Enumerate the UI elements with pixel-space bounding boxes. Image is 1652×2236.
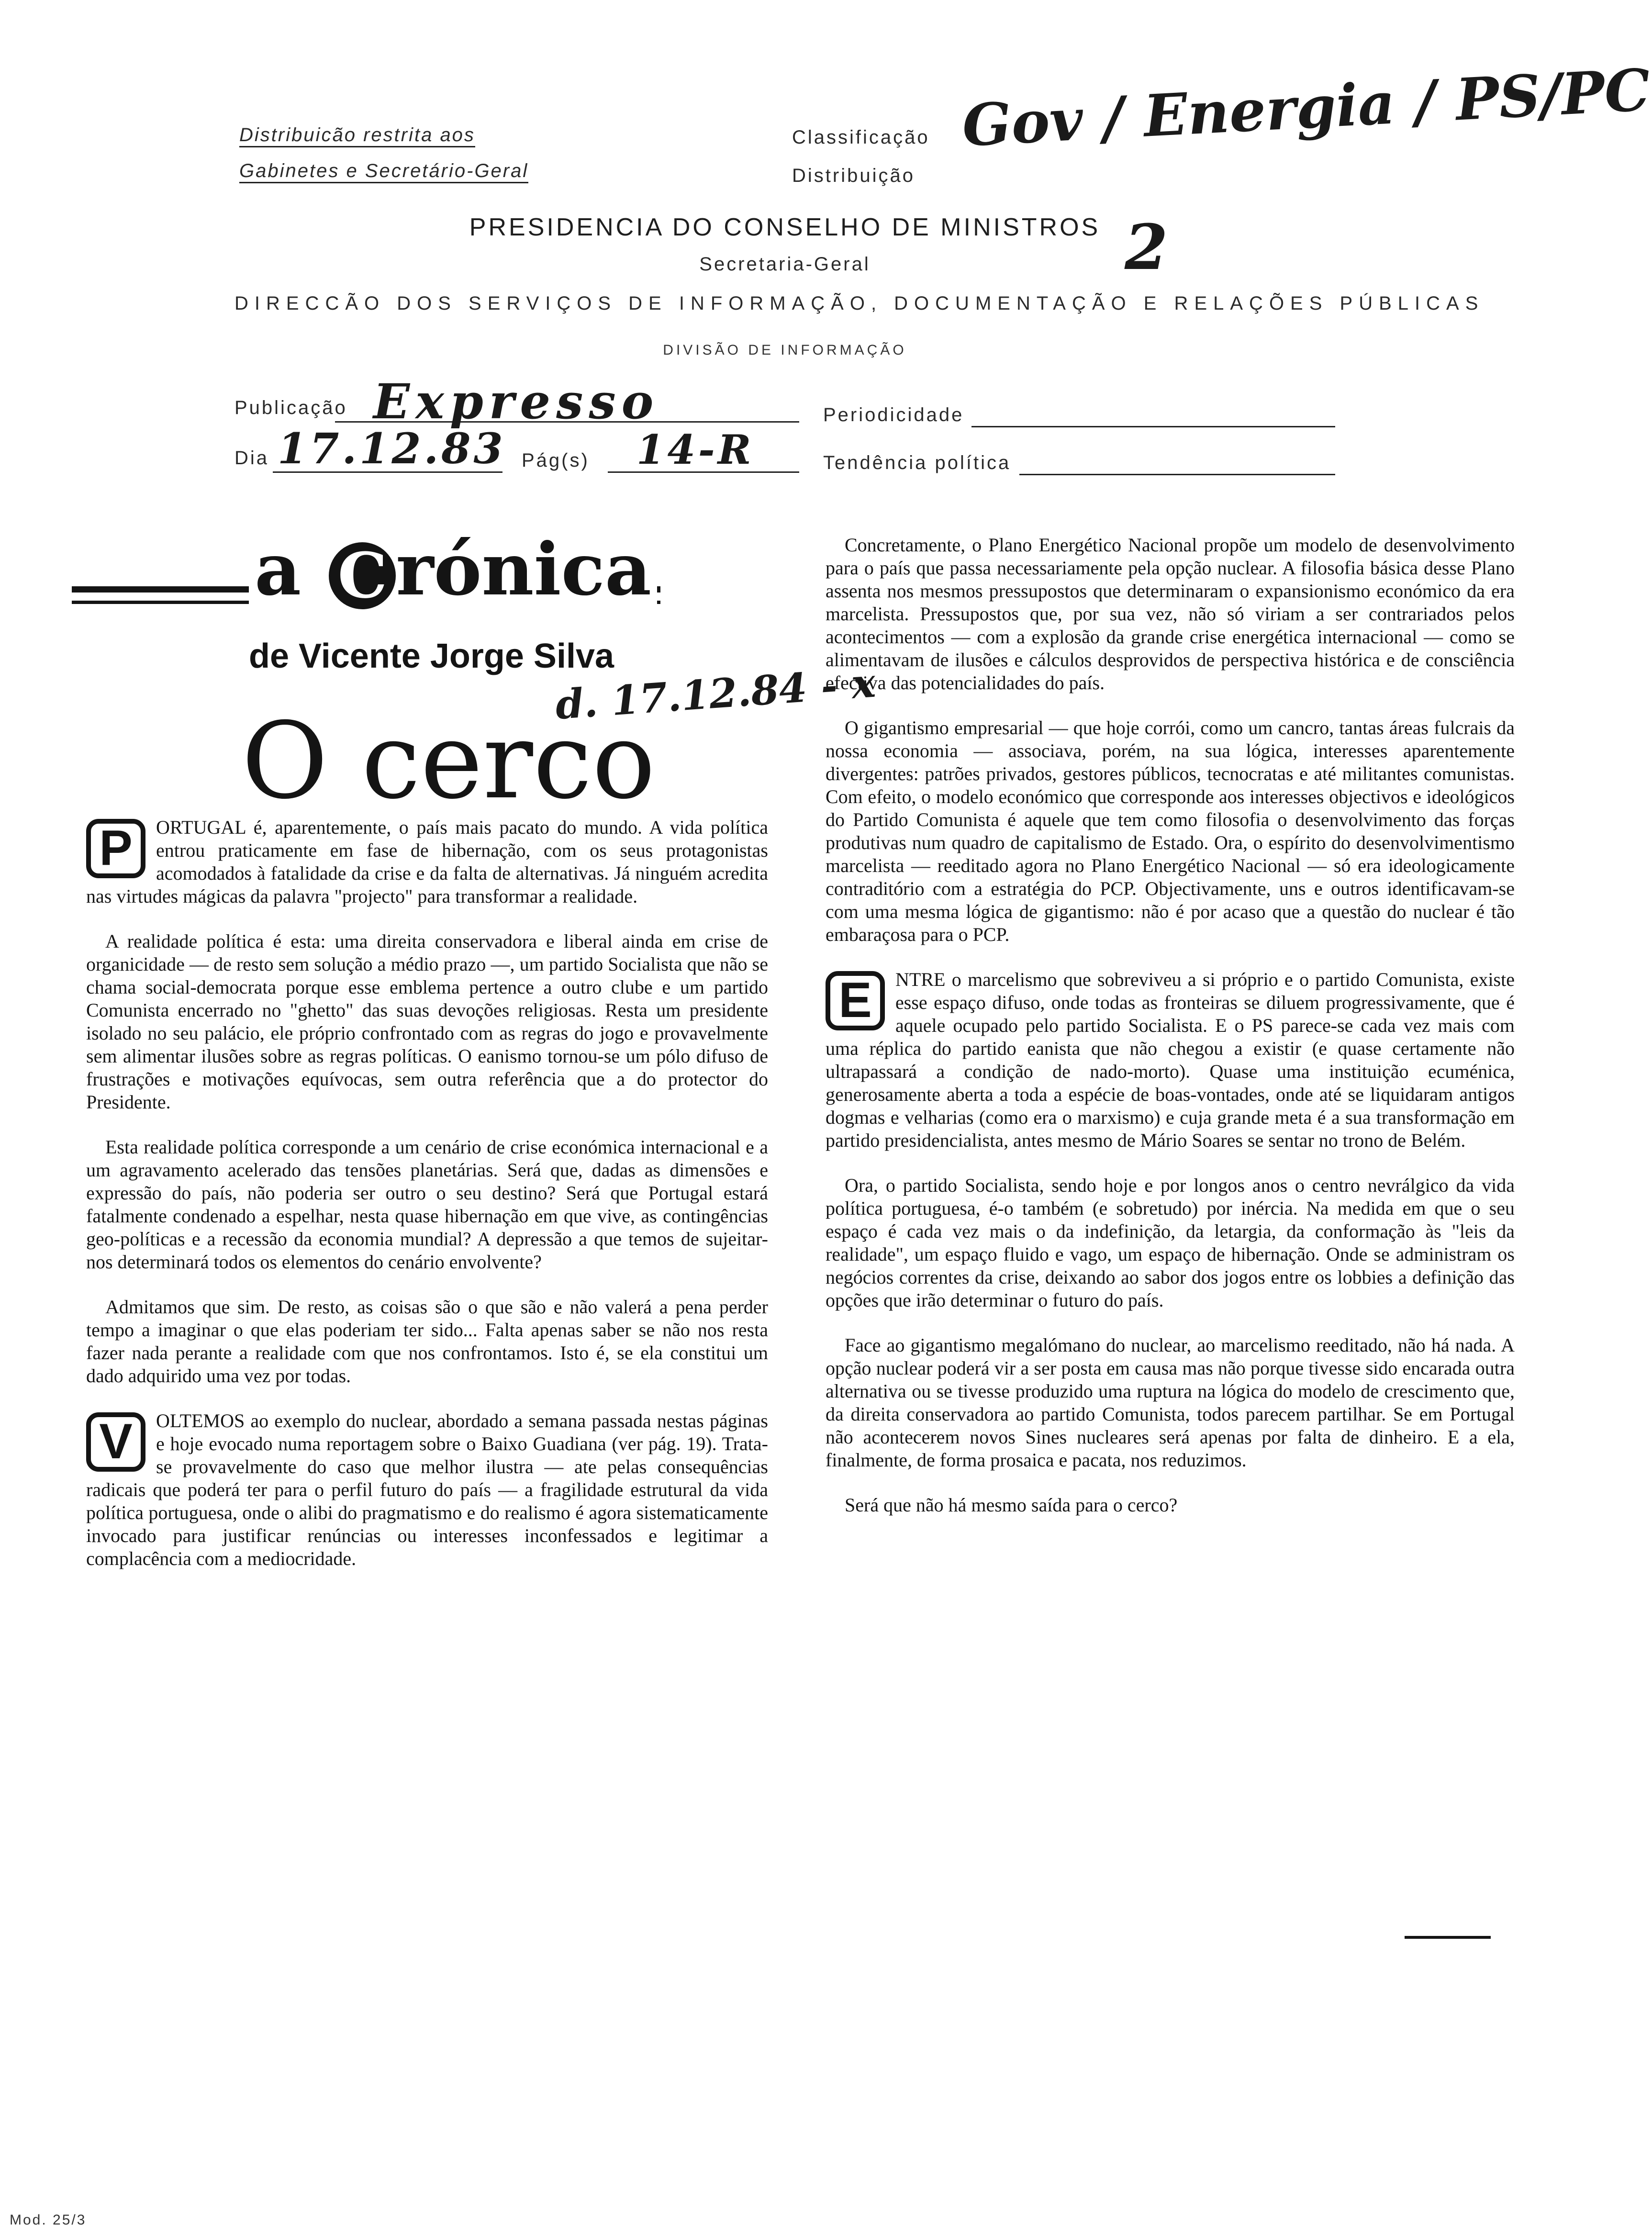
left-paragraph-5-text: OLTEMOS ao exemplo do nuclear, abordado a semana passada nestas páginas e hoje evocado numa reportagem sobre o Baixo Guadiana (ver pág. 19). Trata-se provavelmente do caso que melhor ilustra — ate pelas consequências radicais que poderá ter para o perfil futuro do país — a fragilidade estrutural da vida política portuguesa, onde o alibi do pragmatismo e do realismo é agora sistematicamente invocado para justificar renúncias ou interesses inconfessados e legitimar a complacência com a mediocridade.: [86, 1410, 768, 1569]
end-of-article-rule: [1405, 1936, 1491, 1939]
crónica-logo-circle: [329, 539, 396, 613]
day-label: Dia: [234, 447, 269, 469]
left-column: [86, 816, 768, 1570]
presidency-title: PRESIDENCIA DO CONSELHO DE MINISTROS: [469, 213, 1101, 241]
secretariat: Secretaria-Geral: [699, 254, 871, 275]
division-line: DIVISÃO DE INFORMAÇÃO: [663, 342, 907, 358]
dropcap-e: E: [826, 971, 885, 1030]
publication-label: Publicação: [234, 397, 347, 418]
handwritten-number: 2: [1125, 211, 1168, 284]
section-title-text: rónica: [396, 527, 652, 612]
dropcap-v: V: [86, 1412, 145, 1472]
handwritten-header-note: Gov / Energia / PS/PC: [960, 56, 1652, 160]
pages-handwritten-value: 14-R: [636, 426, 754, 473]
left-paragraph-1: [86, 816, 768, 908]
right-column: [826, 534, 1515, 1517]
political-tendency-label: Tendência política: [823, 452, 1011, 473]
headline: O cerco: [242, 700, 656, 822]
left-paragraph-5: [86, 1409, 768, 1570]
day-handwritten-value: 17.12.83: [278, 424, 506, 473]
handwritten-date-note: d. 17.12.84 - x: [554, 659, 877, 729]
right-paragraph-4: Ora, o partido Socialista, sendo hoje e por longos anos o centro nevrálgico da vida política portuguesa, é-o também (e sobretudo) por inércia. Na medida em que o seu espaço é cada vez mais o da indefinição, da letargia, da conformação às "leis da realidade", um espaço fluido e vago, um espaço de hibernação. Onde se administram os negócios correntes da crise, deixando ao sabor dos jogos entre os lobbies a definição das opções que irão determinar o futuro do país.: [826, 1174, 1515, 1311]
right-paragraph-6: Será que não há mesmo saída para o cerco?: [845, 1494, 1178, 1516]
right-paragraph-3-text: NTRE o marcelismo que sobreviveu a si próprio e o partido Comunista, existe esse espaço difuso, onde todas as fronteiras se diluem progressivamente, que é aquele ocupado pelo partido Socialista. E o PS parece-se cada vez mais com uma réplica do partido eanista que não chegou a existir (e quase certamente não ultrapassará a condição de nado-morto). Quase uma instituição ecuménica, generosamente aberta a toda a espécie de boas-vontades, onde até se liquidaram antigos dogmas e velharias (como era o marxismo) e cuja grande meta é a sua transformação em partido presidencialista, antes mesmo de Mário Soares se sentar no trono de Belém.: [826, 969, 1515, 1151]
byline: de Vicente Jorge Silva: [249, 637, 614, 675]
classification-label: Classificação: [792, 127, 930, 148]
dropcap-p: P: [86, 819, 145, 878]
periodicity-underline: [971, 426, 1335, 427]
distribution-label: Distribuição: [792, 165, 915, 186]
directorate-line: DIRECCÃO DOS SERVIÇOS DE INFORMAÇÃO, DOCUMENTAÇÃO E RELAÇÕES PÚBLICAS: [234, 293, 1485, 314]
right-paragraph-5: Face ao gigantismo megalómano do nuclear, ao marcelismo reeditado, não há nada. A opção nuclear poderá vir a ser posta em causa mas não porque tivesse sido encarada outra alternativa ou se tivesse produzido uma ruptura na lógica do modelo de crescimento que, da direita conservadora ao partido Comunista, todos parecem partilhar. Se em Portugal não acontecerem novos Sines nucleares será apenas por falta de dinheiro. E a ela, finalmente, de forma prosaica e pacata, nos reduzimos.: [826, 1334, 1515, 1471]
left-paragraph-4: Admitamos que sim. De resto, as coisas são o que são e não valerá a pena perder tempo a imaginar o que elas poderiam ter sido... Falta apenas saber se não nos resta fazer nada perante a realidade com que nos confrontamos. Isto é, se ela constitui um dado adquirido uma vez por todas.: [86, 1296, 768, 1386]
political-tendency-underline: [1019, 474, 1335, 475]
left-paragraph-3: Esta realidade política corresponde a um cenário de crise económica internacional e a um agravamento acelerado das tensões planetárias. Será que, dadas as dimensões e expressão do país, não poderia ser outro o seu destino? Será que Portugal estará fatalmente condenado a espelhar, nesta quase hibernação em que vive, as contingências geo-políticas e a recessão da economia mundial? A depressão a que temos de sujeitar-nos determinará todos os elementos do cenário envolvente?: [86, 1136, 768, 1273]
periodicity-label: Periodicidade: [823, 404, 964, 425]
section-title: [249, 527, 657, 613]
form-code: Mod. 25/3: [10, 2212, 87, 2228]
left-paragraph-2: A realidade política é esta: uma direita conservadora e liberal ainda em crise de organicidade — de resto sem solução a médio prazo —, um partido Socialista que não se chama social-democrata porque esse emblema pertence a outro clube e um partido Comunista encerrado no "ghetto" das suas devoções religiosas. Resta um presidente isolado no seu palácio, ele próprio confrontado com as regras do jogo e provavelmente sem alimentar ilusões sobre as regras políticas. O eanismo tornou-se um pólo difuso de frustrações e motivações equívocas, sem outra referência que a do protector do Presidente.: [86, 930, 768, 1113]
left-paragraph-1-text: ORTUGAL é, aparentemente, o país mais pacato do mundo. A vida política entrou praticamente em fase de hibernação, com os seus protagonistas acomodados à fatalidade da crise e da falta de alternativas. Já ninguém acredita nas virtudes mágicas da palavra "projecto" para transformar a realidade.: [86, 816, 768, 907]
distribution-restricted-line1: Distribuicão restrita aos: [239, 124, 475, 147]
right-paragraph-1: Concretamente, o Plano Energético Nacional propõe um modelo de desenvolvimento para o país que passa necessariamente pela opção nuclear. A filosofia básica desse Plano assenta nos mesmos pressupostos que determinaram o expansionismo económico da era marcelista. Pressupostos que, por sua vez, não só viriam a ser contrariados pelos acontecimentos — com a explosão da grande crise energética internacional — como se alimentavam de ilusões e cálculos desprovidos de perspectiva histórica e de consciência efectiva das potencialidades do país.: [826, 534, 1515, 693]
crónica-logo-letter: C: [337, 539, 388, 613]
publication-handwritten-value: Expresso: [373, 373, 659, 430]
section-prefix: a: [255, 527, 301, 612]
pages-label: Pág(s): [522, 450, 590, 471]
right-paragraph-3: [826, 968, 1515, 1152]
right-paragraph-2: O gigantismo empresarial — que hoje corrói, como um cancro, tantas áreas fulcrais da nossa economia — associava, porém, na sua lógica, interesses aparentemente divergentes: patrões privados, gestores públicos, tecnocratas e até militantes comunistas. Com efeito, o modelo económico que corresponde aos interesses objectivos e ideológicos do Partido Comunista é aquele que tem como filosofia o desenvolvimento das forças produtivas num quadro de capitalismo de Estado. Ora, o espírito do desenvolvimentismo marcelista — reeditado agora no Plano Energético Nacional — só era ideologicamente contraditório com a estratégia do PCP. Objectivamente, uns e outros identificavam-se com uma mesma lógica de gigantismo: não é por acaso que a questão do nuclear é tão embaraçosa para o PCP.: [826, 717, 1515, 945]
distribution-restricted-line2: Gabinetes e Secretário-Geral: [239, 160, 528, 183]
